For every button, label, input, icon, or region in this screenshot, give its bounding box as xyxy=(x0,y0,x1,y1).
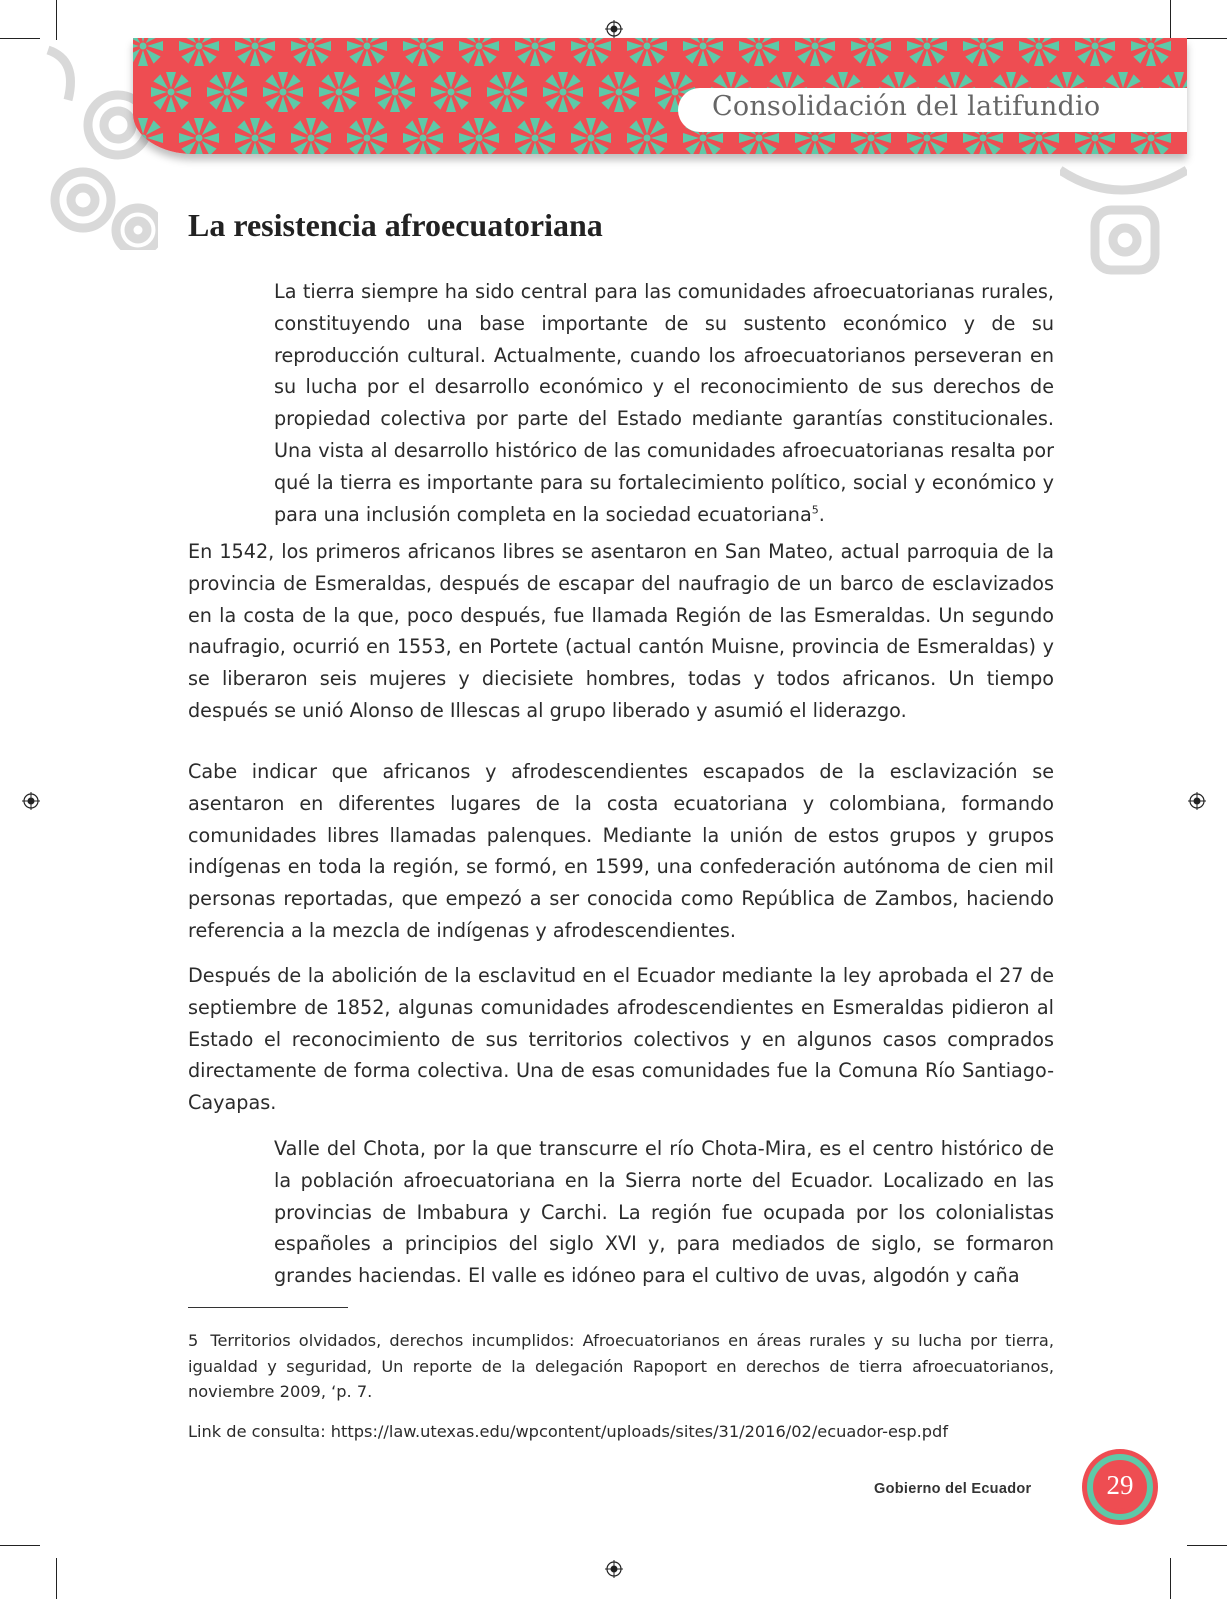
body-paragraph: Cabe indicar que africanos y afrodescendientes escapados de la esclavización se asentaron en diferentes lugares de la costa ecuatoriana y colombiana, formando comunidades libres llamadas palenques. Mediante la unión de estos grupos y grupos indígenas en toda la región, se formó, en 1599, una confederación autónoma de cien mil personas reportadas, que empezó a ser conocida como República de Zambos, haciendo referencia a la mezcla de indígenas y afrodescendientes. xyxy=(188,760,1054,942)
crop-mark xyxy=(0,38,40,39)
crop-mark xyxy=(1187,38,1227,39)
paragraph-text: La tierra siempre ha sido central para las comunidades afroecuatorianas rurales, constituyendo una base importante de su sustento económico y de su reproducción cultural. Actualmente, cuando los afroecuatorianos perseveran en su lucha por el desarrollo económico y el reconocimiento de sus derechos de propiedad colectiva por parte del Estado mediante garantías constitucionales. Una vista al desarrollo histórico de las comunidades afroecuatorianas resalta por qué la tierra es importante para su fortalecimiento político, social y económico y para una inclusión completa en la sociedad ecuatoriana xyxy=(274,280,1054,526)
spiral-ornament-icon xyxy=(1060,150,1187,285)
flower-motif xyxy=(319,72,359,112)
page-number: 29 xyxy=(1106,1470,1134,1500)
flower-motif xyxy=(599,72,639,112)
registration-mark-icon xyxy=(605,1560,623,1578)
flower-motif xyxy=(151,72,191,112)
flower-motif xyxy=(375,72,415,112)
crop-mark xyxy=(1170,0,1171,40)
footnote-number: 5 xyxy=(188,1331,199,1350)
footnote-text: Territorios olvidados, derechos incumplidos: Afroecuatorianos en áreas rurales y su lucha por tierra, igualdad y seguridad, Un reporte de la delegación Rapoport en derechos de tierra afroecuatorianos, noviembre 2009, ‘p. 7. xyxy=(188,1331,1054,1401)
flower-motif xyxy=(431,72,471,112)
flower-motif xyxy=(263,72,303,112)
flower-motif xyxy=(207,72,247,112)
quote-paragraph xyxy=(274,276,1054,530)
crop-mark xyxy=(56,1558,57,1599)
footnote-link-line: Link de consulta: https://law.utexas.edu/wpcontent/uploads/sites/31/2016/02/ecuador-esp.pdf xyxy=(188,1422,949,1441)
flower-motif xyxy=(487,72,527,112)
footnote-rule xyxy=(188,1307,348,1308)
body-paragraph: Después de la abolición de la esclavitud en el Ecuador mediante la ley aprobada el 27 de septiembre de 1852, algunas comunidades afrodescendientes en Esmeraldas pidieron al Estado el reconocimiento de sus territorios colectivos y en algunos casos comprados directamente de forma colectiva. Una de esas comunidades fue la Comuna Río Santiago-Cayapas. xyxy=(188,964,1054,1115)
crop-mark xyxy=(0,1545,40,1546)
crop-mark xyxy=(56,0,57,40)
footnote-ref: 5 xyxy=(811,503,819,517)
registration-mark-icon xyxy=(605,20,623,38)
chapter-title: Consolidación del latifundio xyxy=(712,91,1101,122)
crop-mark xyxy=(1170,1558,1171,1599)
registration-mark-icon xyxy=(1188,792,1206,810)
footer-organization: Gobierno del Ecuador xyxy=(874,1481,1032,1497)
flower-motif xyxy=(543,72,583,112)
quote-paragraph: Valle del Chota, por la que transcurre el río Chota-Mira, es el centro histórico de la población afroecuatoriana en la Sierra norte del Ecuador. Localizado en las provincias de Imbabura y Carchi. La región fue ocupada por los colonialistas españoles a principios del siglo XVI y, para mediados de siglo, se formaron grandes haciendas. El valle es idóneo para el cultivo de uvas, algodón y caña xyxy=(274,1137,1054,1288)
registration-mark-icon xyxy=(22,792,40,810)
crop-mark xyxy=(1187,1545,1227,1546)
body-paragraph: En 1542, los primeros africanos libres se asentaron en San Mateo, actual parroquia de la provincia de Esmeraldas, después de escapar del naufragio de un barco de esclavizados en la costa de la que, poco después, fue llamada Región de las Esmeraldas. Un segundo naufragio, ocurrió en 1553, en Portete (actual cantón Muisne, provincia de Esmeraldas) y se liberaron seis mujeres y diecisiete hombres, todas y todos africanos. Un tiempo después se unió Alonso de Illescas al grupo liberado y asumió el liderazgo. xyxy=(188,540,1054,722)
footnote xyxy=(188,1328,1054,1405)
paragraph-end: . xyxy=(818,502,825,526)
section-heading: La resistencia afroecuatoriana xyxy=(188,207,603,243)
